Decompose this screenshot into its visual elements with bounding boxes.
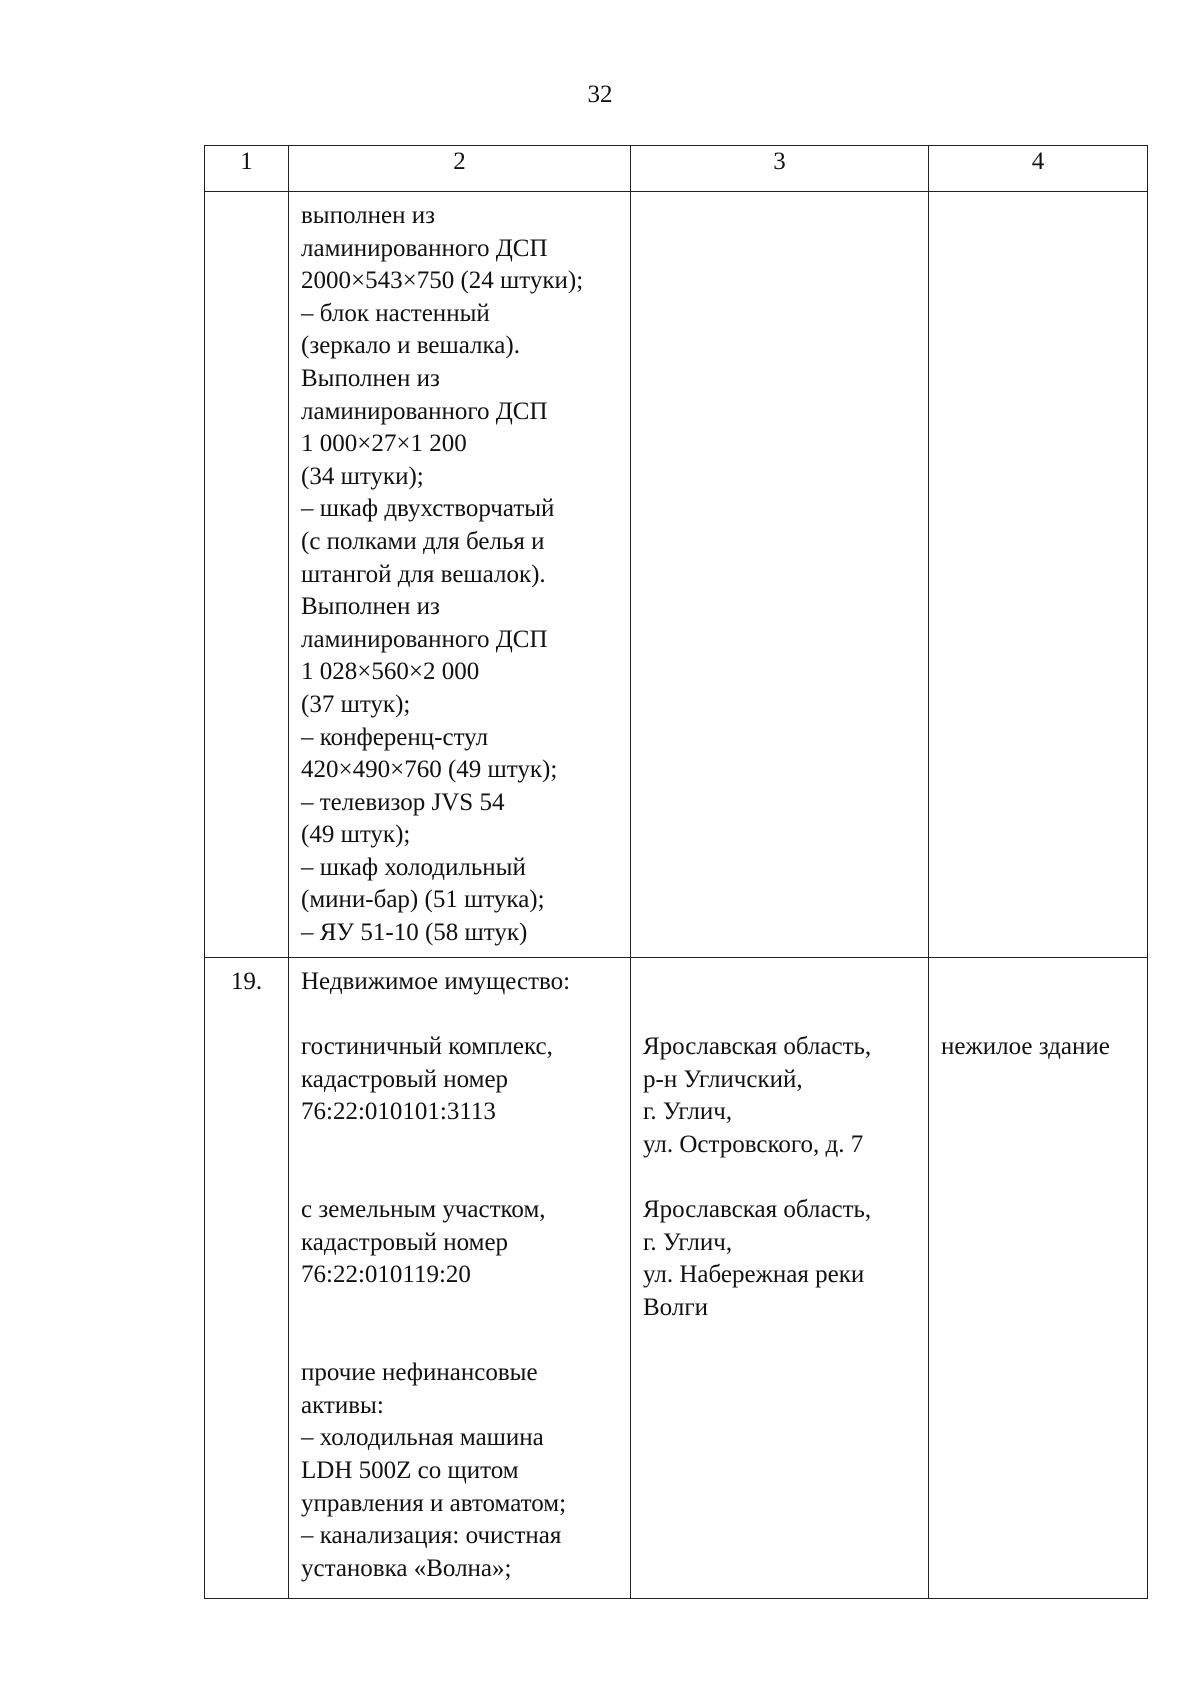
text-line: (37 штук); [301, 690, 411, 718]
property-table [204, 145, 1148, 1599]
text-line: (с полками для белья и [301, 527, 545, 555]
address-line: Волги [643, 1293, 708, 1321]
text-line: выполнен из [301, 202, 435, 229]
text-line: – шкаф холодильный [301, 853, 526, 881]
building-line: кадастровый номер [301, 1065, 509, 1093]
header-col-1: 1 [205, 146, 289, 192]
address-line: Ярославская область, [643, 1196, 872, 1224]
table-header-row [205, 146, 1148, 192]
row-number: 19. [205, 958, 289, 1599]
address-line: р-н Угличский, [643, 1065, 803, 1093]
text-line: Выполнен из [301, 364, 440, 392]
text-line: Выполнен из [301, 593, 440, 621]
text-line: (34 штуки); [301, 462, 424, 490]
text-line: – конференц-стул [301, 723, 489, 751]
address-line: г. Углич, [643, 1228, 733, 1256]
other-assets-line: активы: [301, 1391, 384, 1419]
land-line: с земельным участком, [301, 1196, 546, 1224]
text-line: 420×490×760 (49 штук); [301, 756, 558, 784]
cell-number-empty [205, 192, 289, 958]
address-line: г. Углич, [643, 1098, 733, 1126]
purpose-text: нежилое здание [941, 1033, 1110, 1061]
text-line: – шкаф двухстворчатый [301, 495, 555, 523]
page-number: 32 [587, 81, 613, 108]
cell-address [631, 958, 929, 1599]
cell-description [289, 958, 631, 1599]
text-line: штангой для вешалок). [301, 560, 546, 588]
row-heading: Недвижимое имущество: [301, 968, 571, 995]
address-line: ул. Набережная реки [643, 1261, 865, 1289]
table-row-19 [205, 958, 1148, 1599]
text-line: 2000×543×750 (24 штуки); [301, 267, 584, 295]
other-assets-line: LDH 500Z со щитом [301, 1456, 519, 1484]
header-col-4: 4 [929, 146, 1148, 192]
address-line: Ярославская область, [643, 1033, 872, 1061]
text-line: 1 000×27×1 200 [301, 430, 467, 458]
other-assets-line: прочие нефинансовые [301, 1359, 538, 1387]
other-assets-line: установка «Волна»; [301, 1554, 512, 1582]
cadastral-number: 76:22:010119:20 [301, 1261, 471, 1289]
other-assets-line: – холодильная машина [301, 1424, 544, 1452]
land-line: кадастровый номер [301, 1228, 509, 1256]
text-line: – ЯУ 51-10 (58 штук) [301, 919, 528, 947]
text-line: – блок настенный [301, 299, 490, 327]
text-line: (зеркало и вешалка). [301, 332, 520, 360]
text-line: ламинированного ДСП [301, 625, 548, 653]
header-col-3: 3 [631, 146, 929, 192]
other-assets-line: – канализация: очистная [301, 1522, 562, 1550]
text-line: ламинированного ДСП [301, 234, 548, 262]
cell-purpose [929, 958, 1148, 1599]
address-line: ул. Островского, д. 7 [643, 1130, 864, 1158]
cell-purpose-empty [929, 192, 1148, 958]
header-col-2: 2 [289, 146, 631, 192]
cell-address-empty [631, 192, 929, 958]
building-line: гостиничный комплекс, [301, 1033, 553, 1061]
text-line: – телевизор JVS 54 [301, 788, 505, 816]
text-line: 1 028×560×2 000 [301, 658, 480, 686]
cell-description-continuation [289, 192, 631, 958]
text-line: (49 штук); [301, 821, 411, 849]
table-row-continuation [205, 192, 1148, 958]
text-line: ламинированного ДСП [301, 397, 548, 425]
cadastral-number: 76:22:010101:3113 [301, 1098, 496, 1126]
other-assets-line: управления и автоматом; [301, 1489, 567, 1517]
text-line: (мини-бар) (51 штука); [301, 886, 545, 914]
